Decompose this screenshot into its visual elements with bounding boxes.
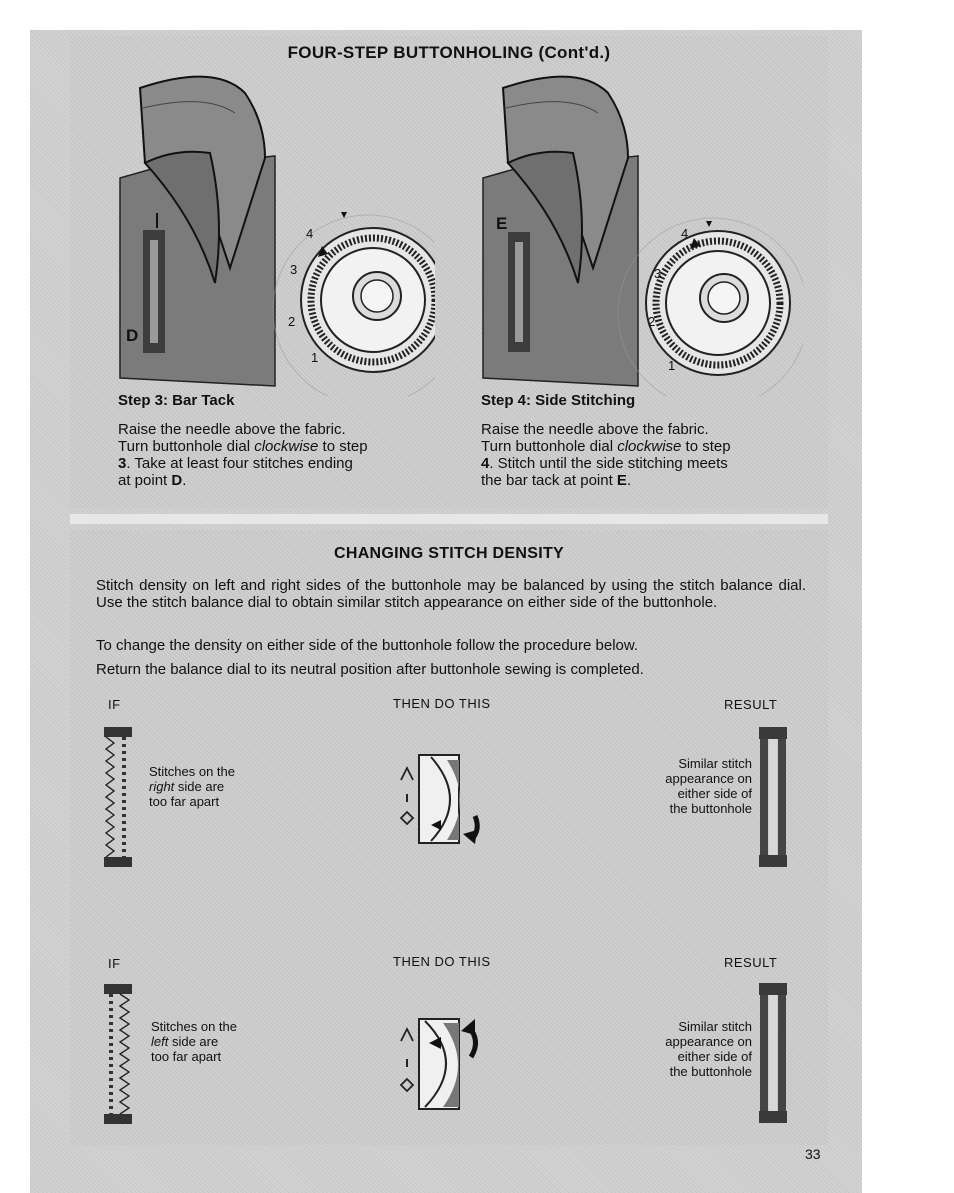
- row1-if-label: IF: [108, 697, 121, 712]
- row2-condition: Stitches on the left side are too far apart: [151, 1019, 237, 1064]
- density-para-2: To change the density on either side of the buttonhole follow the procedure below.: [96, 637, 639, 654]
- step3-line2: Turn buttonhole dial clockwise to step: [118, 438, 368, 455]
- point-d-label: D: [126, 326, 139, 345]
- step3-instructions: [118, 421, 448, 489]
- step4-instructions: [481, 421, 811, 489]
- row2-if-label: IF: [108, 956, 121, 971]
- step4-line3: 4. Stitch until the side stitching meets: [481, 455, 728, 472]
- row2-then-label: THEN DO THIS: [393, 954, 491, 969]
- density-title: CHANGING STITCH DENSITY: [333, 545, 565, 562]
- step3-dial-number-1: 1: [311, 350, 319, 365]
- step4-dial-number-2: 2: [648, 314, 656, 329]
- density-para-3: Return the balance dial to its neutral position after buttonhole sewing is completed.: [96, 661, 644, 678]
- row1-result: Similar stitch appearance on either side of the buttonhole: [665, 756, 752, 816]
- step3-dial-number-4: 4: [306, 226, 314, 241]
- step3-dial-number-3: 3: [290, 262, 298, 277]
- step3-heading: Step 3: Bar Tack: [118, 392, 235, 409]
- row2-result: Similar stitch appearance on either side of the buttonhole: [665, 1019, 752, 1079]
- step4-illustration: [478, 68, 803, 396]
- row1-result-label: RESULT: [724, 697, 778, 712]
- section-divider: [70, 514, 828, 524]
- density-para-1: Stitch density on left and right sides of the buttonhole may be balanced by using the stitch balance dial. Use the stitch balance dial to obtain similar stitch appearance on either side of the buttonhole.: [96, 577, 806, 611]
- row2-balance-dial-icon: [395, 1013, 495, 1113]
- step3-line4: at point D.: [118, 472, 187, 489]
- step4-dial-number-4: 4: [681, 226, 689, 241]
- row2-balanced-buttonhole-icon: [756, 983, 790, 1123]
- row1-balanced-buttonhole-icon: [756, 727, 790, 867]
- page-number: 33: [805, 1146, 821, 1162]
- point-e-label: E: [496, 214, 508, 233]
- step4-line2: Turn buttonhole dial clockwise to step: [481, 438, 731, 455]
- row1-then-label: THEN DO THIS: [393, 696, 491, 711]
- step3-line1: Raise the needle above the fabric.: [118, 421, 346, 438]
- page-title: FOUR-STEP BUTTONHOLING (Cont'd.): [287, 43, 611, 62]
- step4-line1: Raise the needle above the fabric.: [481, 421, 709, 438]
- row1-condition: Stitches on the right side are too far apart: [149, 764, 235, 809]
- row2-result-label: RESULT: [724, 955, 778, 970]
- row2-uneven-buttonhole-icon: [100, 984, 136, 1124]
- step3-buttonhole-dial: [273, 212, 435, 396]
- step4-line4: the bar tack at point E.: [481, 472, 632, 489]
- step4-dial-number-3: 3: [654, 266, 662, 281]
- row1-balance-dial-icon: [395, 752, 495, 848]
- step3-line3: 3. Take at least four stitches ending: [118, 455, 353, 472]
- step4-heading: Step 4: Side Stitching: [481, 392, 636, 409]
- step4-dial-number-1: 1: [668, 358, 676, 373]
- step3-dial-number-2: 2: [288, 314, 296, 329]
- row1-uneven-buttonhole-icon: [100, 727, 136, 867]
- step4-buttonhole-dial: [618, 218, 803, 396]
- step3-illustration: [115, 68, 435, 396]
